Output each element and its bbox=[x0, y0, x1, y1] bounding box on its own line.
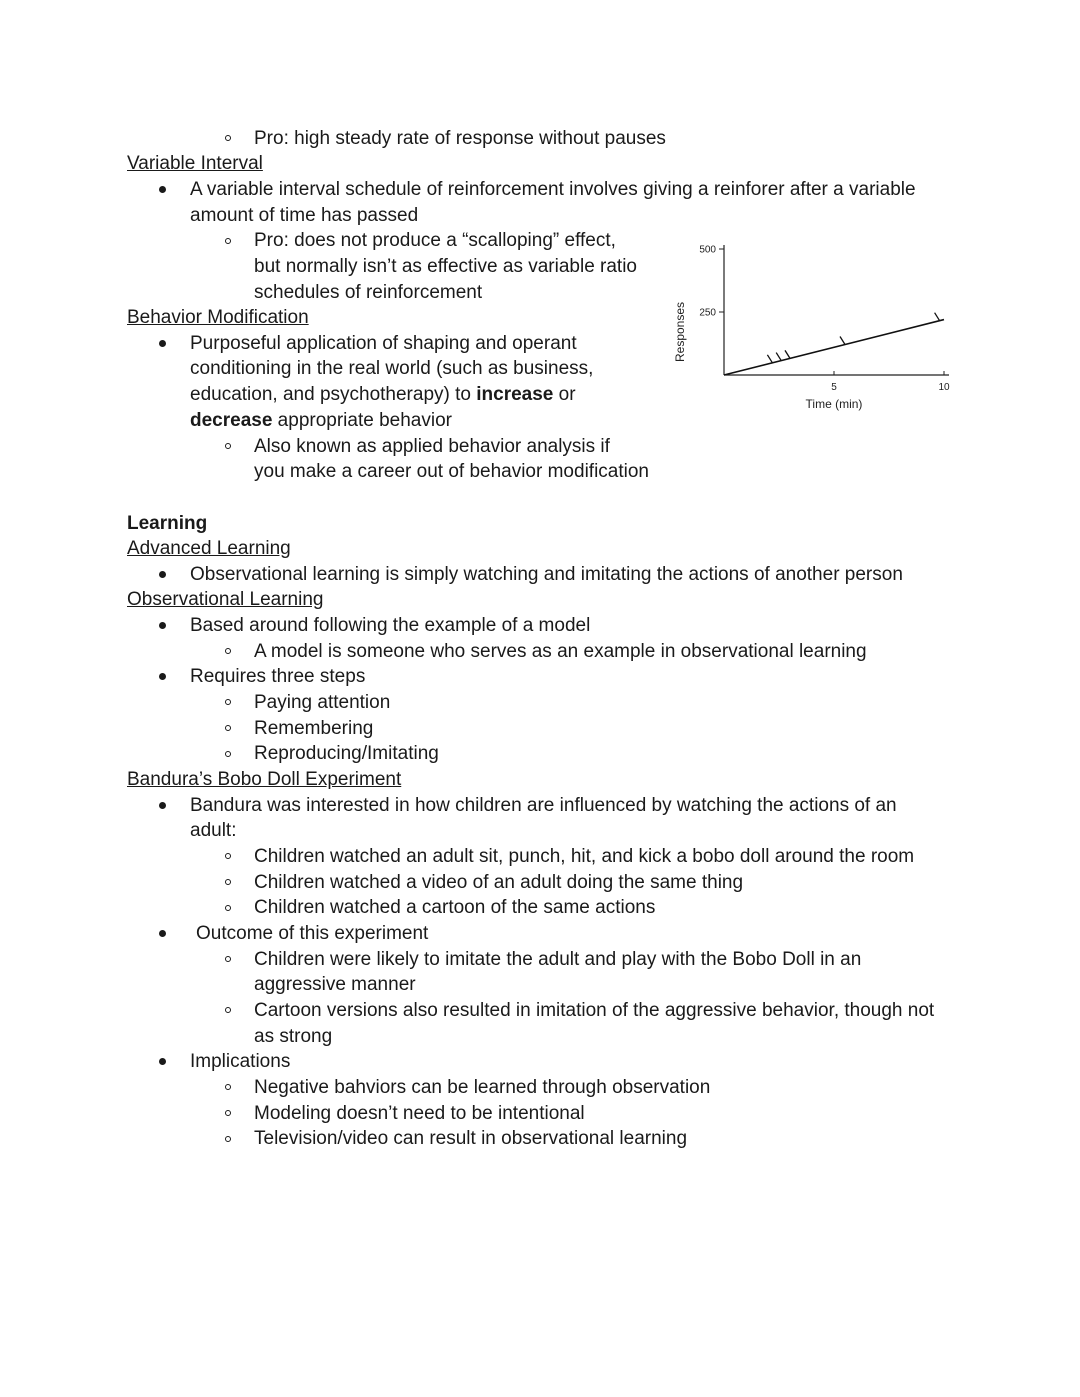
bd-outcome-2b: as strong bbox=[254, 1026, 333, 1047]
bd-line-2: Outcome of this experiment bbox=[196, 923, 429, 944]
bm-line-3 bbox=[190, 383, 576, 407]
bd-line-3: Implications bbox=[190, 1051, 291, 1072]
bm-line-2: conditioning in the real world (such as business, bbox=[190, 358, 594, 379]
bullet bbox=[159, 622, 166, 629]
reinforcement-mark bbox=[840, 337, 845, 345]
bd-implication-3: Television/video can result in observational learning bbox=[254, 1128, 688, 1149]
bullet bbox=[159, 673, 166, 680]
sub-bullet bbox=[225, 1136, 231, 1142]
sub-bullet bbox=[225, 751, 231, 757]
sub-bullet bbox=[225, 648, 231, 654]
ol-step-2: Remembering bbox=[254, 718, 374, 739]
heading-behavior-modification: Behavior Modification bbox=[127, 307, 309, 328]
bd-line-1: Bandura was interested in how children are influenced by watching the actions of an bbox=[190, 795, 897, 816]
sub-bullet bbox=[225, 725, 231, 731]
bullet bbox=[159, 340, 166, 347]
sub-bullet bbox=[225, 1084, 231, 1090]
reinforcement-mark bbox=[767, 355, 772, 363]
heading-advanced-learning: Advanced Learning bbox=[127, 538, 291, 559]
al-line-1: Observational learning is simply watching and imitating the actions of another person bbox=[190, 564, 903, 585]
bm-line-3-text: education, and psychotherapy) to bbox=[190, 384, 477, 405]
y-tick-label: 500 bbox=[699, 244, 716, 256]
bullet bbox=[159, 802, 166, 809]
bm-decrease: decrease bbox=[190, 410, 273, 431]
bullet bbox=[159, 1058, 166, 1065]
ol-step-3: Reproducing/Imitating bbox=[254, 743, 439, 764]
vi-definition-1: A variable interval schedule of reinforcement involves giving a reinforer after a variable bbox=[190, 179, 916, 200]
variable-interval-chart bbox=[660, 230, 980, 430]
heading-learning: Learning bbox=[127, 513, 208, 534]
bm-line-3-end: or bbox=[553, 384, 576, 405]
bm-increase: increase bbox=[476, 384, 554, 405]
bullet bbox=[159, 186, 166, 193]
sub-bullet bbox=[225, 853, 231, 859]
bm-line-4-end: appropriate behavior bbox=[272, 410, 452, 431]
vi-pro-3: schedules of reinforcement bbox=[254, 282, 483, 303]
pro-fixed-ratio: Pro: high steady rate of response without pauses bbox=[254, 128, 666, 149]
heading-bandura: Bandura’s Bobo Doll Experiment bbox=[127, 769, 402, 790]
vi-pro-1: Pro: does not produce a “scalloping” effect, bbox=[254, 230, 616, 251]
y-axis-label: Responses bbox=[673, 301, 687, 363]
sub-bullet bbox=[225, 135, 231, 141]
bd-implication-1: Negative bahviors can be learned through observation bbox=[254, 1077, 711, 1098]
bm-line-1: Purposeful application of shaping and operant bbox=[190, 333, 577, 354]
bd-outcome-1b: aggressive manner bbox=[254, 974, 416, 995]
bd-sub-3: Children watched a cartoon of the same actions bbox=[254, 897, 656, 918]
ol-line-2: Requires three steps bbox=[190, 666, 366, 687]
ol-step-1: Paying attention bbox=[254, 692, 391, 713]
bd-outcome-1a: Children were likely to imitate the adult and play with the Bobo Doll in an bbox=[254, 949, 862, 970]
x-axis-label: Time (min) bbox=[805, 397, 863, 411]
reinforcement-mark bbox=[935, 313, 940, 321]
vi-pro-2: but normally isn’t as effective as variable ratio bbox=[254, 256, 637, 277]
heading-variable-interval: Variable Interval bbox=[127, 153, 263, 174]
reinforcement-mark bbox=[785, 350, 790, 358]
ol-line-1-sub: A model is someone who serves as an example in observational learning bbox=[254, 641, 867, 662]
x-tick-label: 5 bbox=[831, 382, 837, 393]
sub-bullet bbox=[225, 905, 231, 911]
bd-line-1b: adult: bbox=[190, 820, 237, 841]
bullet bbox=[159, 930, 166, 937]
sub-bullet bbox=[225, 699, 231, 705]
bullet bbox=[159, 571, 166, 578]
heading-observational-learning: Observational Learning bbox=[127, 589, 324, 610]
x-tick-label: 10 bbox=[938, 382, 950, 393]
bd-sub-1: Children watched an adult sit, punch, hit, and kick a bobo doll around the room bbox=[254, 846, 915, 867]
bd-implication-2: Modeling doesn’t need to be intentional bbox=[254, 1103, 585, 1124]
series-line bbox=[724, 320, 944, 375]
sub-bullet bbox=[225, 1007, 231, 1013]
bm-line-4 bbox=[190, 409, 452, 433]
sub-bullet bbox=[225, 879, 231, 885]
sub-bullet bbox=[225, 238, 231, 244]
sub-bullet bbox=[225, 1110, 231, 1116]
bm-sub-1: Also known as applied behavior analysis if bbox=[254, 436, 610, 457]
vi-definition-2: amount of time has passed bbox=[190, 205, 419, 226]
bm-sub-2: you make a career out of behavior modification bbox=[254, 461, 649, 482]
reinforcement-mark bbox=[776, 353, 781, 361]
bd-outcome-2a: Cartoon versions also resulted in imitation of the aggressive behavior, though not bbox=[254, 1000, 935, 1021]
sub-bullet bbox=[225, 956, 231, 962]
sub-bullet bbox=[225, 443, 231, 449]
ol-line-1: Based around following the example of a model bbox=[190, 615, 591, 636]
y-tick-label: 250 bbox=[699, 307, 716, 319]
bd-sub-2: Children watched a video of an adult doing the same thing bbox=[254, 872, 744, 893]
